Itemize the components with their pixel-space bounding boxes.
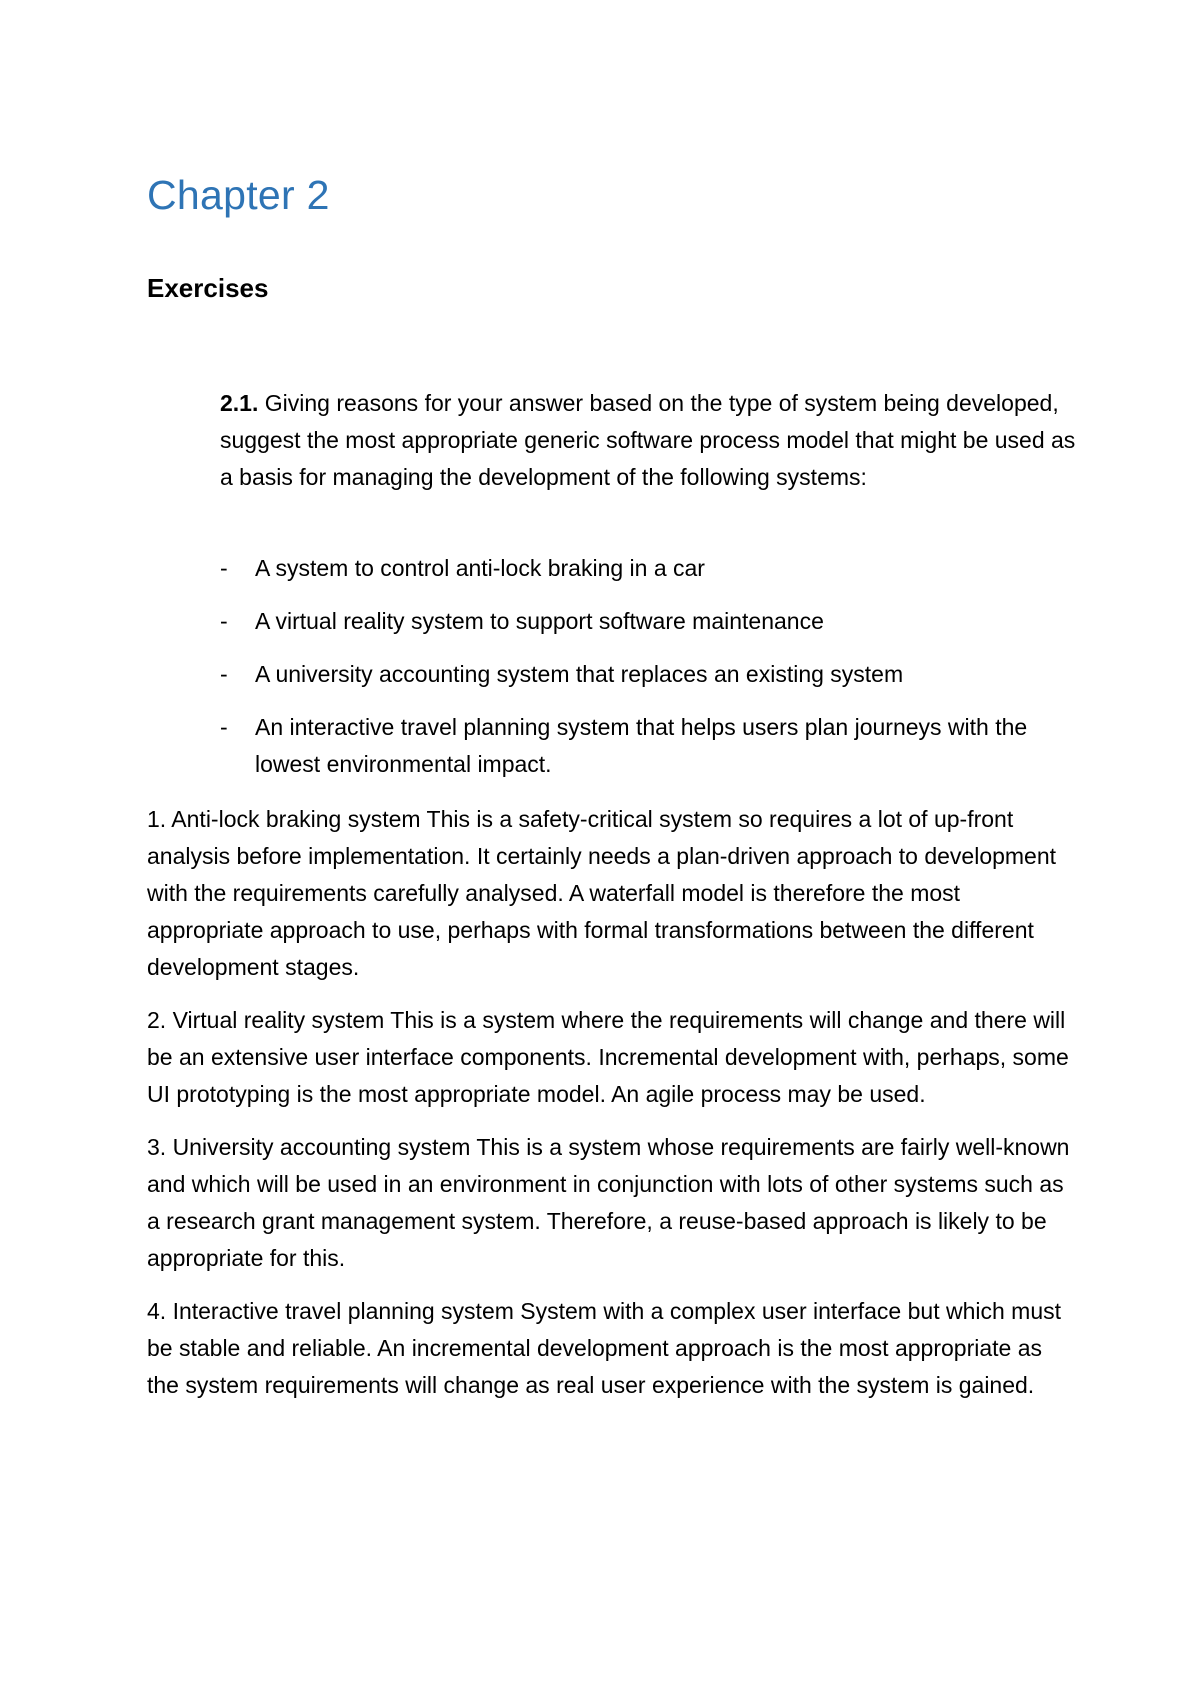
system-list (220, 550, 1080, 799)
chapter-title: Chapter 2 (147, 172, 330, 218)
answer-paragraph: 1. Anti-lock braking system This is a safety-critical system so requires a lot of up-front analysis before implementation. It certainly needs a plan-driven approach to development with the requirements carefully analysed. A waterfall model is therefore the most appropriate approach to use, perhaps with formal transformations between the different development stages. (147, 806, 1057, 980)
list-item-text: A university accounting system that replaces an existing system (255, 661, 904, 687)
list-item (220, 656, 1080, 693)
list-item-text: A virtual reality system to support software maintenance (255, 608, 824, 634)
dash-marker: - (220, 608, 228, 634)
question-text: Giving reasons for your answer based on the type of system being developed, suggest the most appropriate generic software process model that might be used as a basis for managing the development of the following systems: (220, 390, 1076, 490)
list-item-text: An interactive travel planning system that helps users plan journeys with the lowest environmental impact. (255, 714, 1028, 777)
answers-section (147, 801, 1077, 1420)
list-item (220, 709, 1080, 783)
exercise-question (220, 385, 1080, 496)
dash-marker: - (220, 661, 228, 687)
answer-paragraph: 3. University accounting system This is a system whose requirements are fairly well-known and which will be used in an environment in conjunction with lots of other systems such as a research grant management system. Therefore, a reuse-based approach is likely to be appropriate for this. (147, 1134, 1070, 1271)
answer-paragraph: 4. Interactive travel planning system System with a complex user interface but which must be stable and reliable. An incremental development approach is the most appropriate as the system requirements will change as real user experience with the system is gained. (147, 1298, 1062, 1398)
answer-paragraph: 2. Virtual reality system This is a system where the requirements will change and there will be an extensive user interface components. Incremental development with, perhaps, some UI prototyping is the most appropriate model. An agile process may be used. (147, 1007, 1069, 1107)
list-item (220, 550, 1080, 587)
list-item (220, 603, 1080, 640)
dash-marker: - (220, 714, 228, 740)
dash-marker: - (220, 555, 228, 581)
section-title: Exercises (147, 273, 269, 303)
list-item-text: A system to control anti-lock braking in a car (255, 555, 705, 581)
question-number: 2.1. (220, 390, 259, 416)
